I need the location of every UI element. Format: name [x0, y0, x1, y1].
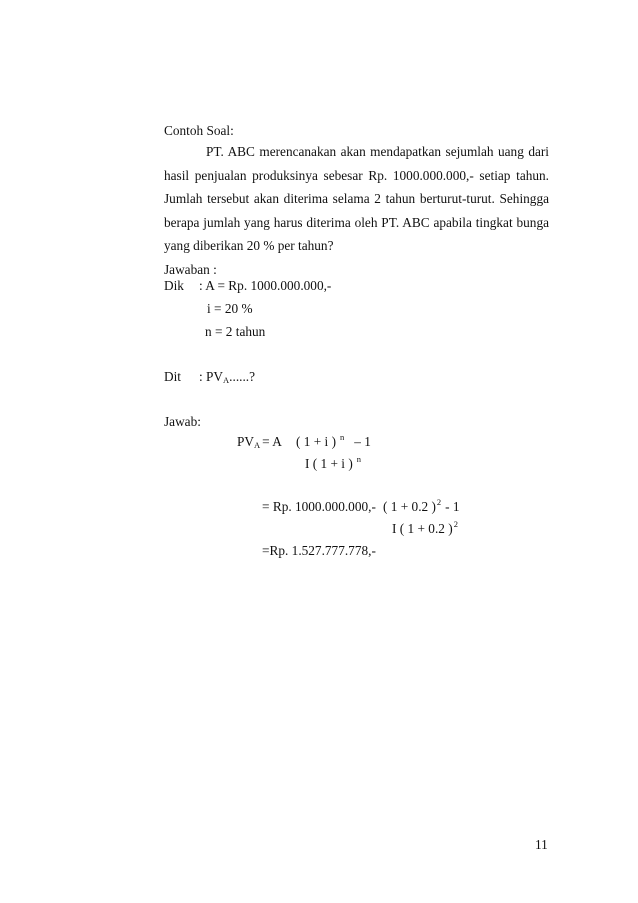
substitution-denominator [392, 519, 458, 536]
formula-denominator-exponent: n [356, 454, 361, 464]
formula-lhs [237, 435, 282, 448]
problem-text: PT. ABC merencanakan akan mendapatkan sejumlah uang dari hasil penjualan produksinya sebesar Rp. 1000.000.000,- setiap tahun. Jumlah tersebut akan diterima selama 2 tahun berturut-turut. Sehingga berapa jumlah yang harus diterima oleh PT. ABC apabila tingkat bunga yang diberikan 20 % per tahun? [164, 144, 549, 254]
dik-n-line: n = 2 tahun [205, 324, 266, 339]
jawaban-label: Jawaban : [164, 262, 217, 277]
formula-numerator [296, 432, 371, 449]
formula-pv: PV [237, 434, 254, 449]
jawab-label: Jawab: [164, 414, 201, 429]
dik-label: Dik [164, 278, 184, 293]
dit-subscript: A [223, 375, 230, 385]
page-number: 11 [535, 837, 548, 852]
substitution-numerator-tail: - 1 [445, 499, 460, 514]
dit-label: Dit [164, 369, 181, 384]
formula-numerator-exponent: n [340, 432, 345, 442]
formula-numerator-tail: – 1 [354, 434, 371, 449]
formula-numerator-base: ( 1 + i ) [296, 434, 336, 449]
dit-suffix: ......? [229, 369, 256, 384]
substitution-numerator-base: ( 1 + 0.2 ) [383, 499, 436, 514]
result-line: =Rp. 1.527.777.778,- [262, 543, 376, 558]
formula-equals-a: = A [262, 434, 282, 449]
substitution-numerator-exponent: 2 [436, 497, 442, 507]
formula-denominator-base: I ( 1 + i ) [305, 456, 353, 471]
substitution-numerator [383, 497, 460, 514]
formula-pv-subscript: A [254, 440, 261, 450]
problem-paragraph [164, 140, 549, 258]
dit-prefix: : PV [199, 369, 224, 384]
dik-i-line: i = 20 % [207, 301, 253, 316]
substitution-lhs: = Rp. 1000.000.000,- [262, 499, 376, 514]
formula-denominator [305, 454, 361, 471]
example-heading: Contoh Soal: [164, 123, 234, 138]
substitution-denominator-base: I ( 1 + 0.2 ) [392, 521, 453, 536]
substitution-denominator-exponent: 2 [453, 519, 458, 529]
dit-question [199, 370, 255, 383]
dik-a-line: : A = Rp. 1000.000.000,- [199, 278, 332, 293]
